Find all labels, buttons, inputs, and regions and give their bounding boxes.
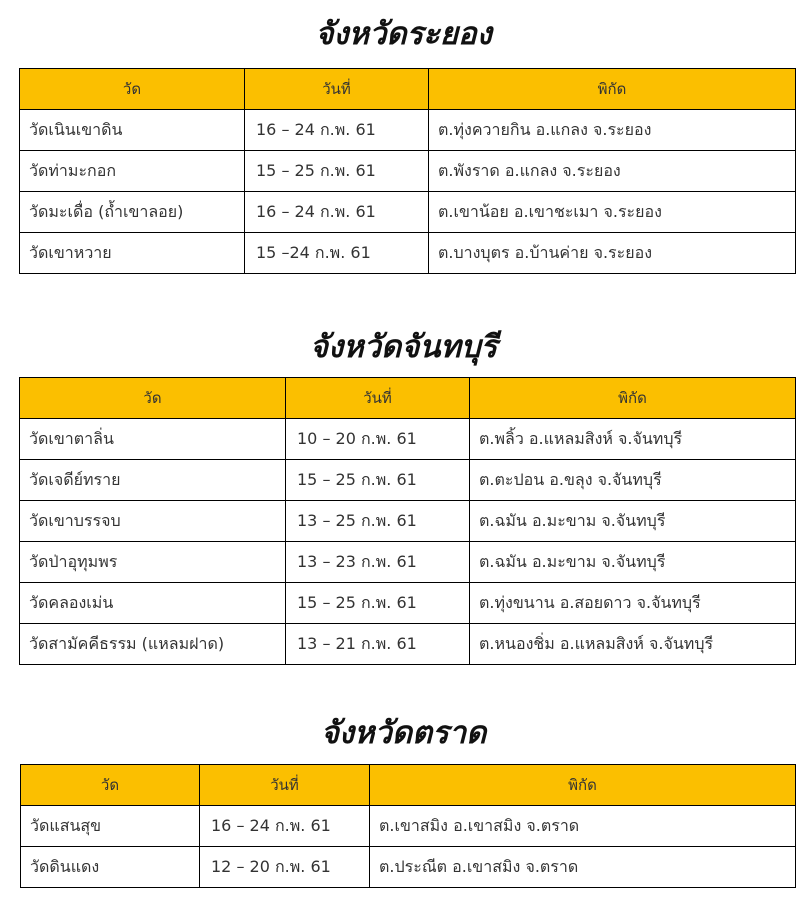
- table-row: [21, 847, 796, 888]
- temple-cell: วัดเจดีย์ทราย: [20, 460, 286, 501]
- temple-cell: วัดเขาหวาย: [20, 233, 245, 274]
- location-cell: ต.พังราด อ.แกลง จ.ระยอง: [429, 151, 796, 192]
- temple-cell: วัดดินแดง: [21, 847, 200, 888]
- location-cell: ต.หนองชิ่ม อ.แหลมสิงห์ จ.จันทบุรี: [470, 624, 796, 665]
- date-cell: 10 – 20 ก.พ. 61: [286, 419, 470, 460]
- date-cell: 13 – 23 ก.พ. 61: [286, 542, 470, 583]
- rayong-table: [19, 68, 796, 274]
- table-row: [20, 192, 796, 233]
- table-row: [20, 542, 796, 583]
- location-cell: ต.ตะปอน อ.ขลุง จ.จันทบุรี: [470, 460, 796, 501]
- section-title-trat: จังหวัดตราด: [320, 715, 487, 751]
- column-header-date: วันที่: [245, 69, 429, 110]
- date-cell: 12 – 20 ก.พ. 61: [200, 847, 370, 888]
- location-cell: ต.ประณีต อ.เขาสมิง จ.ตราด: [370, 847, 796, 888]
- date-cell: 16 – 24 ก.พ. 61: [200, 806, 370, 847]
- column-header-temple: วัด: [21, 765, 200, 806]
- location-cell: ต.ทุ่งขนาน อ.สอยดาว จ.จันทบุรี: [470, 583, 796, 624]
- table-row: [21, 806, 796, 847]
- date-cell: 16 – 24 ก.พ. 61: [245, 192, 429, 233]
- section-title-rayong: จังหวัดระยอง: [315, 16, 492, 52]
- trat-table: [20, 764, 796, 888]
- location-cell: ต.ฉมัน อ.มะขาม จ.จันทบุรี: [470, 542, 796, 583]
- table-row: [20, 151, 796, 192]
- location-cell: ต.ฉมัน อ.มะขาม จ.จันทบุรี: [470, 501, 796, 542]
- column-header-date: วันที่: [286, 378, 470, 419]
- date-cell: 15 – 25 ก.พ. 61: [245, 151, 429, 192]
- date-cell: 13 – 25 ก.พ. 61: [286, 501, 470, 542]
- temple-cell: วัดเขาบรรจบ: [20, 501, 286, 542]
- temple-cell: วัดเขาตาลิ่น: [20, 419, 286, 460]
- column-header-location: พิกัด: [470, 378, 796, 419]
- table-header-row: [21, 765, 796, 806]
- table-row: [20, 419, 796, 460]
- temple-cell: วัดมะเดื่อ (ถ้ำเขาลอย): [20, 192, 245, 233]
- section-title-chanthaburi: จังหวัดจันทบุรี: [309, 329, 498, 365]
- chanthaburi-table: [19, 377, 796, 665]
- column-header-temple: วัด: [20, 69, 245, 110]
- date-cell: 15 – 25 ก.พ. 61: [286, 460, 470, 501]
- table-header-row: [20, 69, 796, 110]
- temple-cell: วัดสามัคคีธรรม (แหลมฝาด): [20, 624, 286, 665]
- date-cell: 15 –24 ก.พ. 61: [245, 233, 429, 274]
- location-cell: ต.เขาสมิง อ.เขาสมิง จ.ตราด: [370, 806, 796, 847]
- column-header-location: พิกัด: [429, 69, 796, 110]
- table-row: [20, 501, 796, 542]
- location-cell: ต.เขาน้อย อ.เขาชะเมา จ.ระยอง: [429, 192, 796, 233]
- temple-cell: วัดแสนสุข: [21, 806, 200, 847]
- temple-cell: วัดเนินเขาดิน: [20, 110, 245, 151]
- location-cell: ต.พลิ้ว อ.แหลมสิงห์ จ.จันทบุรี: [470, 419, 796, 460]
- table-row: [20, 233, 796, 274]
- column-header-location: พิกัด: [370, 765, 796, 806]
- column-header-temple: วัด: [20, 378, 286, 419]
- column-header-date: วันที่: [200, 765, 370, 806]
- date-cell: 15 – 25 ก.พ. 61: [286, 583, 470, 624]
- table-row: [20, 110, 796, 151]
- date-cell: 13 – 21 ก.พ. 61: [286, 624, 470, 665]
- temple-cell: วัดท่ามะกอก: [20, 151, 245, 192]
- table-row: [20, 460, 796, 501]
- date-cell: 16 – 24 ก.พ. 61: [245, 110, 429, 151]
- table-row: [20, 583, 796, 624]
- temple-cell: วัดคลองเม่น: [20, 583, 286, 624]
- table-row: [20, 624, 796, 665]
- location-cell: ต.ทุ่งควายกิน อ.แกลง จ.ระยอง: [429, 110, 796, 151]
- table-header-row: [20, 378, 796, 419]
- temple-cell: วัดป่าอุทุมพร: [20, 542, 286, 583]
- location-cell: ต.บางบุตร อ.บ้านค่าย จ.ระยอง: [429, 233, 796, 274]
